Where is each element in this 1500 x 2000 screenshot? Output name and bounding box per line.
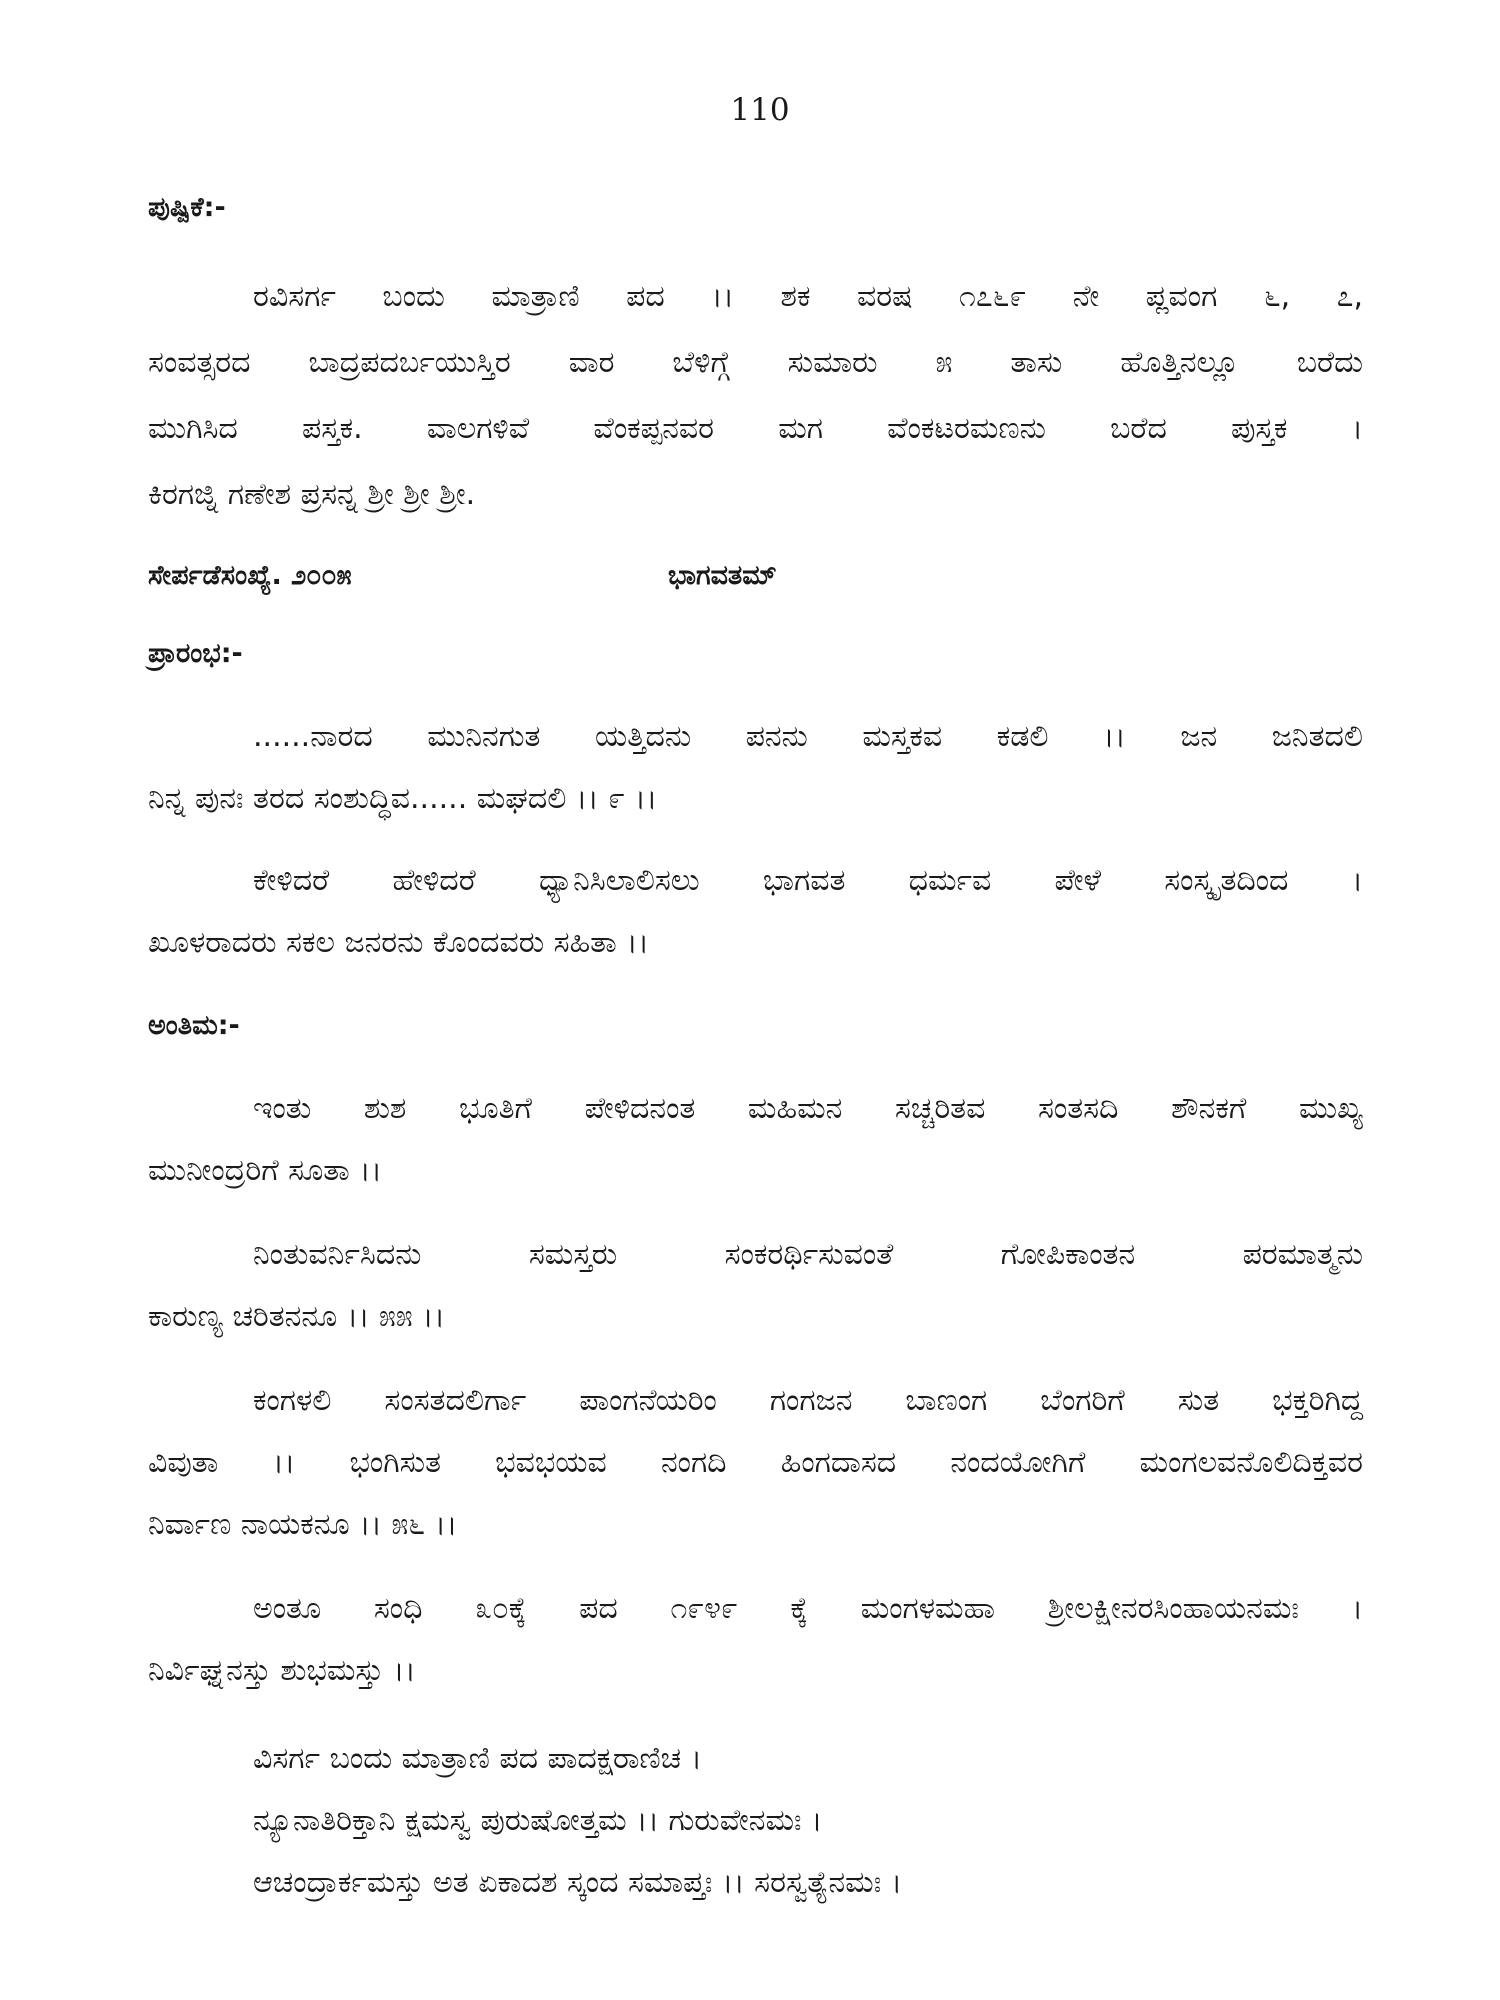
beginning-line: ಕೇಳಿದರೆ ಹೇಳಿದರೆ ಧ್ಯಾನಿಸಿಲಾಲಿಸಲು ಭಾಗವತ ಧರ್ಮವ ಪೇಳೆ ಸಂಸ್ಕೃತದಿಂದ । <box>253 863 1363 898</box>
beginning-heading: ಪ್ರಾರಂಭ:- <box>148 638 243 669</box>
closing-line: ಆಚಂದ್ರಾರ್ಕಮಸ್ತು ಅತ ಏಕಾದಶ ಸ್ಕಂದ ಸಮಾಪ್ತಃ ।। ಸರಸ್ವತ್ಯೆನಮಃ । <box>253 1865 903 1900</box>
ending-line: ನಿರ್ವಾಣ ನಾಯಕನೂ ।। ೫೬ ।। <box>148 1507 458 1542</box>
beginning-line: ......ನಾರದ ಮುನಿನಗುತ ಯತ್ತಿದನು ಪನನು ಮಸ್ತಕವ ಕಡಲಿ ।। ಜನ ಜನಿತದಲಿ <box>253 719 1363 754</box>
colophon-line: ರವಿಸರ್ಗ ಬಂದು ಮಾತ್ರಾಣಿ ಪದ ।। ಶಕ ವರಷ ೧೭೬೯ ನೇ ಪ್ಲವಂಗ ೬, ೭, <box>253 279 1363 314</box>
page-number: 110 <box>730 92 790 128</box>
catalog-row <box>148 560 777 592</box>
ending-line: ವಿವುತಾ ।। ಭಂಗಿಸುತ ಭವಭಯವ ನಂಗದಿ ಹಿಂಗದಾಸದ ನಂದಯೋಗಿಗೆ ಮಂಗಲವನೊಲಿದಿಕ್ತವರ <box>148 1445 1363 1480</box>
colophon-line: ಸಂವತ್ಸರದ ಬಾದ್ರಪದರ್ಬಯುಸ್ತಿರ ವಾರ ಬೆಳಿಗ್ಗೆ ಸುಮಾರು ೫ ತಾಸು ಹೊತ್ತಿನಲ್ಲೂ ಬರೆದು <box>148 345 1363 380</box>
ending-line: ಅಂತೂ ಸಂಧಿ ೩೦ಕ್ಕೆ ಪದ ೧೯೪೯ ಕ್ಕೆ ಮಂಗಳಮಹಾ ಶ್ರೀಲಕ್ಷೀನರಸಿಂಹಾಯನಮಃ । <box>253 1591 1363 1626</box>
ending-line: ಕಂಗಳಲಿ ಸಂಸತದಲಿರ್ಗಾ ಪಾಂಗನೆಯರಿಂ ಗಂಗಜನ ಬಾಣಂಗ ಬೆಂಗರಿಗೆ ಸುತ ಭಕ್ತರಿಗಿದ್ದ <box>253 1383 1363 1418</box>
ending-line: ಕಾರುಣ್ಯ ಚರಿತನನೂ ।। ೫೫ ।। <box>148 1299 445 1334</box>
catalog-title: ಭಾಗವತಮ್ <box>668 560 777 591</box>
colophon-line: ಮುಗಿಸಿದ ಪಸ್ತಕ. ವಾಲಗಳಿವೆ ವೆಂಕಪ್ಪನವರ ಮಗ ವೆಂಕಟರಮಣನು ಬರೆದ ಪುಸ್ತಕ । <box>148 411 1363 446</box>
colophon-line: ಕಿರಗಜ್ನಿ ಗಣೇಶ ಪ್ರಸನ್ನ ಶ್ರೀ ಶ್ರೀ ಶ್ರೀ. <box>148 477 476 512</box>
ending-heading: ಅಂತಿಮ:- <box>148 1010 240 1041</box>
catalog-number: ಸೇರ್ಪಡೆಸಂಖ್ಯೆ. ೨೦೦೫ <box>148 560 352 591</box>
ending-line: ಮುನೀಂದ್ರರಿಗೆ ಸೂತಾ ।। <box>148 1153 383 1188</box>
closing-line: ನ್ಯೂನಾತಿರಿಕ್ತಾನಿ ಕ್ಷಮಸ್ವ ಪುರುಷೋತ್ತಮ ।। ಗುರುವೇನಮಃ । <box>253 1803 823 1838</box>
colophon-heading: ಪುಷ್ಪಿಕೆ:- <box>148 192 226 223</box>
ending-line: ಇಂತು ಶುಶ ಭೂತಿಗೆ ಪೇಳಿದನಂತ ಮಹಿಮನ ಸಚ್ಚರಿತವ ಸಂತಸದಿ ಶೌನಕಗೆ ಮುಖ್ಯ <box>253 1091 1363 1126</box>
beginning-line: ನಿನ್ನ ಪುನಃ ತರದ ಸಂಶುದ್ಧಿವ...... ಮಘದಲಿ ।। ೯ ।। <box>148 781 658 816</box>
ending-line: ನಿರ್ವಿಘ್ನನಸ್ತು ಶುಭಮಸ್ತು ।। <box>148 1653 416 1688</box>
closing-line: ವಿಸರ್ಗ ಬಂದು ಮಾತ್ರಾಣಿ ಪದ ಪಾದಕ್ಷರಾಣಿಚ । <box>253 1741 703 1776</box>
beginning-line: ಖೂಳರಾದರು ಸಕಲ ಜನರನು ಕೊಂದವರು ಸಹಿತಾ ।। <box>148 925 650 960</box>
ending-line: ನಿಂತುವರ್ನಿಸಿದನು ಸಮಸ್ತರು ಸಂಕರರ್ಥಿಸುವಂತೆ ಗೋಪಿಕಾಂತನ ಪರಮಾತ್ಮನು <box>253 1237 1363 1272</box>
